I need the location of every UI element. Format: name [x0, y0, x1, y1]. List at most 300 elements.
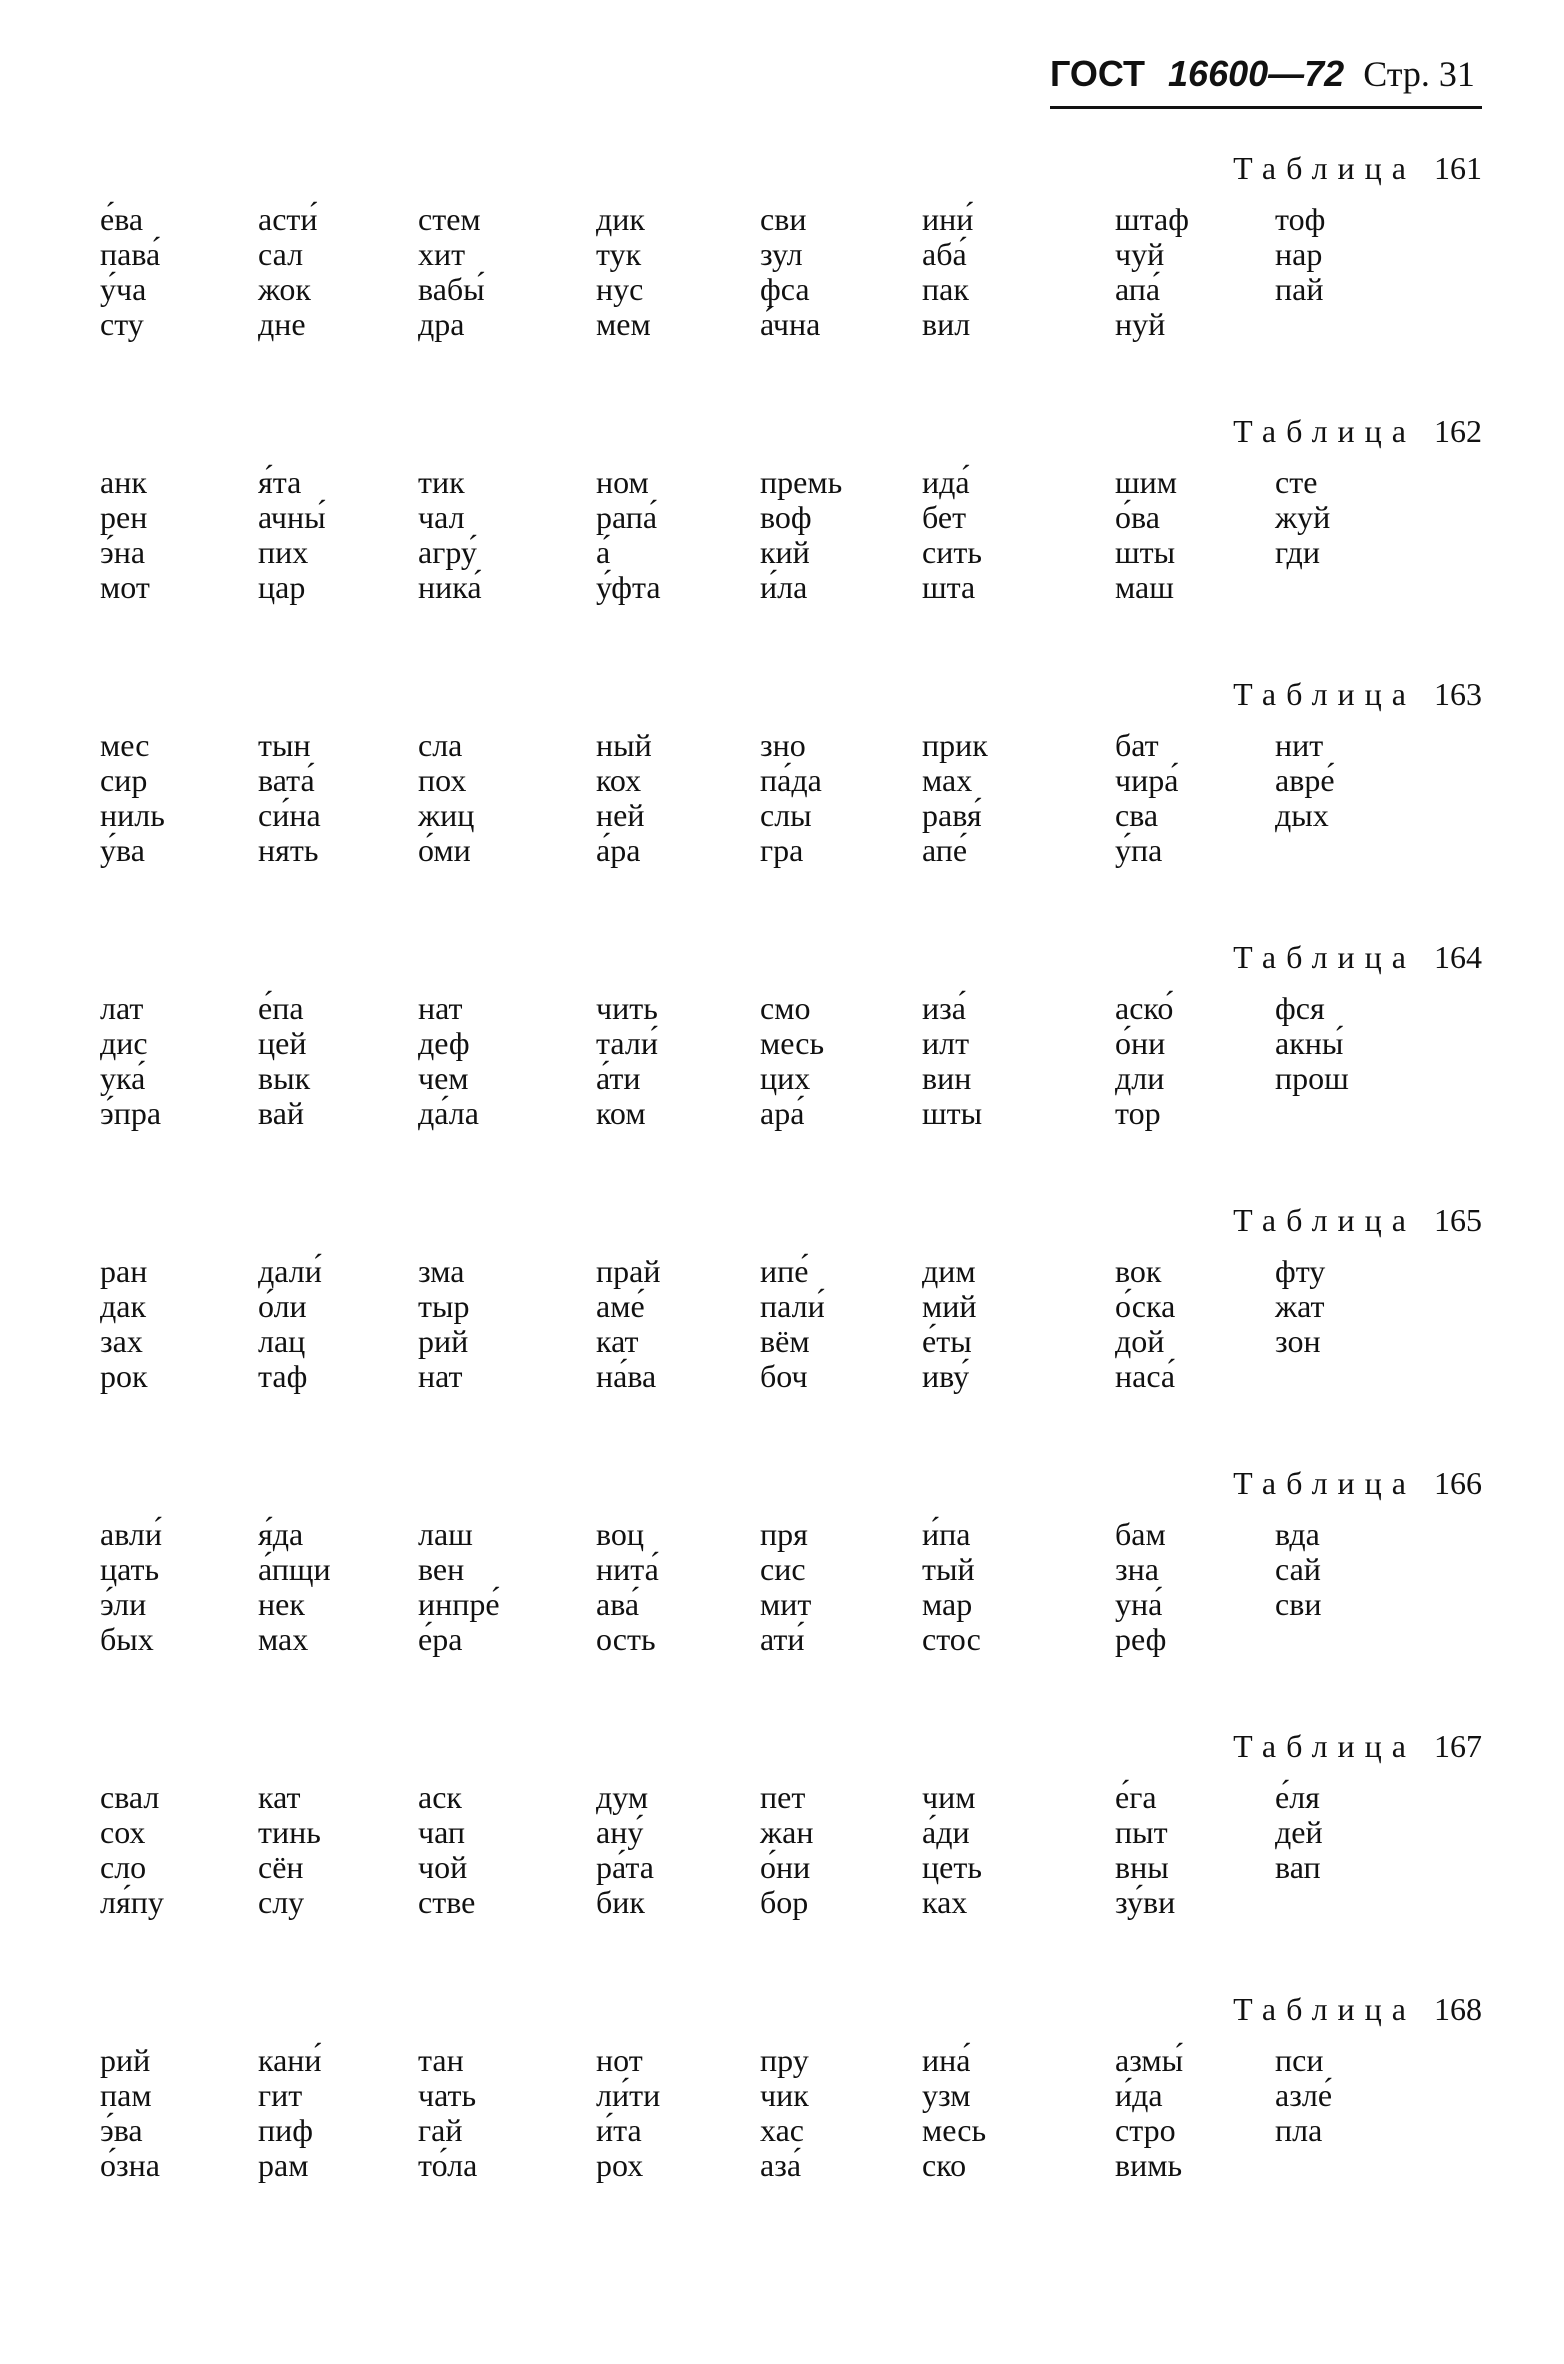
- word-column: [922, 728, 988, 868]
- syllable: кох: [596, 762, 642, 798]
- syllable: свал: [100, 1779, 160, 1815]
- syllable: рий: [418, 1323, 469, 1359]
- syllable: слы: [760, 797, 812, 833]
- syllable: кий: [760, 534, 810, 570]
- syllable: гди: [1275, 534, 1320, 570]
- syllable: а́ра: [596, 832, 641, 868]
- syllable: вил: [922, 306, 971, 342]
- syllable: вата́: [258, 762, 315, 798]
- word-column: [100, 1517, 162, 1657]
- syllable: бат: [1115, 727, 1159, 763]
- syllable: пали́: [760, 1288, 825, 1324]
- syllable: тор: [1115, 1095, 1161, 1131]
- syllable: прик: [922, 727, 988, 763]
- word-column: [1115, 465, 1177, 605]
- table-caption: [1233, 1726, 1482, 1766]
- syllable: е́ты: [922, 1323, 972, 1359]
- syllable: сва: [1115, 797, 1159, 833]
- word-column: [258, 1517, 331, 1657]
- syllable: мах: [258, 1621, 309, 1657]
- syllable: дой: [1115, 1323, 1165, 1359]
- syllable: пиф: [258, 2112, 313, 2148]
- syllable: лац: [258, 1323, 306, 1359]
- syllable: вимь: [1115, 2147, 1183, 2183]
- syllable: асти́: [258, 201, 318, 237]
- syllable: зул: [760, 236, 803, 272]
- syllable: тын: [258, 727, 311, 763]
- syllable: чем: [418, 1060, 469, 1096]
- syllable: дали́: [258, 1253, 322, 1289]
- syllable: рен: [100, 499, 148, 535]
- syllable: а́: [596, 534, 611, 570]
- syllable: ида́: [922, 464, 970, 500]
- syllable: ней: [596, 797, 645, 833]
- syllable: зма: [418, 1253, 465, 1289]
- syllable: кат: [596, 1323, 639, 1359]
- syllable: бых: [100, 1621, 154, 1657]
- syllable: тик: [418, 464, 465, 500]
- syllable: дне: [258, 306, 306, 342]
- syllable: фса: [760, 271, 810, 307]
- word-column: [100, 991, 161, 1131]
- syllable: дум: [596, 1779, 649, 1815]
- syllable: сви: [1275, 1586, 1322, 1622]
- syllable: чой: [418, 1849, 468, 1885]
- syllable: ра́та: [596, 1849, 654, 1885]
- word-column: [596, 1517, 659, 1657]
- syllable: нар: [1275, 236, 1323, 272]
- table-caption-number: 167: [1434, 1728, 1482, 1764]
- syllable: сал: [258, 236, 304, 272]
- syllable: аза́: [760, 2147, 802, 2183]
- syllable: мар: [922, 1586, 973, 1622]
- syllable: нек: [258, 1586, 305, 1622]
- syllable: жиц: [418, 797, 475, 833]
- syllable: воц: [596, 1516, 645, 1552]
- word-column: [760, 991, 824, 1131]
- syllable: пру: [760, 2042, 809, 2078]
- syllable: сох: [100, 1814, 146, 1850]
- word-column: [1275, 991, 1349, 1096]
- syllable: дли: [1115, 1060, 1165, 1096]
- syllable: рапа́: [596, 499, 658, 535]
- syllable: па́да: [760, 762, 822, 798]
- syllable: вабы́: [418, 271, 485, 307]
- syllable: ран: [100, 1253, 148, 1289]
- word-column: [418, 991, 479, 1131]
- word-column: [760, 1780, 813, 1920]
- word-column: [100, 202, 160, 342]
- syllable: о́ска: [1115, 1288, 1176, 1324]
- word-column: [418, 2043, 477, 2183]
- syllable: е́ля: [1275, 1779, 1320, 1815]
- table-block: [0, 937, 1564, 1157]
- syllable: э́ли: [100, 1586, 147, 1622]
- syllable: сту: [100, 306, 144, 342]
- syllable: прош: [1275, 1060, 1349, 1096]
- syllable: тый: [922, 1551, 975, 1587]
- syllable: тинь: [258, 1814, 321, 1850]
- syllable: сте: [1275, 464, 1318, 500]
- syllable: дра: [418, 306, 465, 342]
- syllable: жуй: [1275, 499, 1331, 535]
- syllable: нат: [418, 1358, 463, 1394]
- syllable: дим: [922, 1253, 976, 1289]
- syllable: бик: [596, 1884, 645, 1920]
- syllable: о́ми: [418, 832, 471, 868]
- syllable: мот: [100, 569, 150, 605]
- syllable: апе́: [922, 832, 968, 868]
- syllable: нит: [1275, 727, 1324, 763]
- word-column: [760, 202, 820, 342]
- syllable: а́пщи: [258, 1551, 331, 1587]
- syllable: си́на: [258, 797, 321, 833]
- syllable: смо: [760, 990, 811, 1026]
- syllable: маш: [1115, 569, 1174, 605]
- syllable: пих: [258, 534, 309, 570]
- table-caption-number: 166: [1434, 1465, 1482, 1501]
- syllable: и́па: [922, 1516, 971, 1552]
- syllable: жок: [258, 271, 311, 307]
- syllable: ля́пу: [100, 1884, 164, 1920]
- syllable: чап: [418, 1814, 465, 1850]
- syllable: ини́: [922, 201, 974, 237]
- syllable: я́да: [258, 1516, 304, 1552]
- table-caption-word: Таблица: [1233, 676, 1416, 712]
- syllable: сви: [760, 201, 807, 237]
- syllable: шты: [922, 1095, 983, 1131]
- word-column: [1275, 465, 1330, 570]
- syllable: мах: [922, 762, 973, 798]
- table-caption: [1233, 674, 1482, 714]
- syllable: а́ти: [596, 1060, 641, 1096]
- syllable: гит: [258, 2077, 303, 2113]
- syllable: рох: [596, 2147, 644, 2183]
- word-column: [760, 2043, 809, 2183]
- syllable: шты: [1115, 534, 1176, 570]
- table-caption-word: Таблица: [1233, 1728, 1416, 1764]
- word-column: [596, 202, 651, 342]
- syllable: пет: [760, 1779, 806, 1815]
- syllable: шим: [1115, 464, 1178, 500]
- syllable: сла: [418, 727, 463, 763]
- syllable: и́ла: [760, 569, 808, 605]
- table-caption-number: 164: [1434, 939, 1482, 975]
- syllable: чуй: [1115, 236, 1165, 272]
- running-header: [1050, 52, 1482, 96]
- table-block: [0, 411, 1564, 631]
- syllable: ость: [596, 1621, 656, 1657]
- word-column: [760, 465, 842, 605]
- syllable: зна: [1115, 1551, 1159, 1587]
- syllable: е́ра: [418, 1621, 463, 1657]
- table-caption-number: 161: [1434, 150, 1482, 186]
- syllable: вём: [760, 1323, 810, 1359]
- word-column: [922, 465, 982, 605]
- word-column: [418, 202, 485, 342]
- word-column: [760, 728, 822, 868]
- word-column: [418, 1780, 475, 1920]
- syllable: мий: [922, 1288, 977, 1324]
- syllable: азле́: [1275, 2077, 1333, 2113]
- word-column: [258, 202, 318, 342]
- word-column: [922, 1780, 982, 1920]
- syllable: гай: [418, 2112, 463, 2148]
- table-caption: [1233, 1200, 1482, 1240]
- syllable: месь: [760, 1025, 825, 1061]
- syllable: сён: [258, 1849, 304, 1885]
- syllable: ном: [596, 464, 649, 500]
- syllable: акны́: [1275, 1025, 1344, 1061]
- syllable: о́ни: [760, 1849, 811, 1885]
- syllable: чить: [596, 990, 658, 1026]
- syllable: дик: [596, 201, 645, 237]
- word-column: [760, 1254, 825, 1394]
- syllable: пох: [418, 762, 467, 798]
- syllable: хит: [418, 236, 466, 272]
- syllable: мит: [760, 1586, 812, 1622]
- syllable: иву́: [922, 1358, 970, 1394]
- syllable: иза́: [922, 990, 966, 1026]
- syllable: э́пра: [100, 1095, 162, 1131]
- syllable: ника́: [418, 569, 482, 605]
- word-column: [922, 202, 973, 342]
- table-block: [0, 1200, 1564, 1420]
- syllable: э́на: [100, 534, 146, 570]
- syllable: ара́: [760, 1095, 805, 1131]
- word-column: [258, 2043, 322, 2183]
- syllable: равя́: [922, 797, 982, 833]
- syllable: на́ва: [596, 1358, 657, 1394]
- syllable: апа́: [1115, 271, 1161, 307]
- syllable: ли́ти: [596, 2077, 661, 2113]
- syllable: зно: [760, 727, 806, 763]
- syllable: инпре́: [418, 1586, 500, 1622]
- table-caption: [1233, 1989, 1482, 2029]
- syllable: дей: [1275, 1814, 1323, 1850]
- word-column: [100, 728, 165, 868]
- syllable: ско: [922, 2147, 967, 2183]
- syllable: сло: [100, 1849, 147, 1885]
- syllable: вай: [258, 1095, 305, 1131]
- table-caption: [1233, 148, 1482, 188]
- word-column: [1275, 1780, 1323, 1885]
- syllable: рий: [100, 2042, 151, 2078]
- word-column: [100, 2043, 160, 2183]
- word-column: [258, 991, 310, 1131]
- syllable: жан: [760, 1814, 814, 1850]
- syllable: прай: [596, 1253, 661, 1289]
- table-caption: [1233, 937, 1482, 977]
- syllable: пай: [1275, 271, 1324, 307]
- word-column: [1115, 1517, 1166, 1657]
- syllable: боч: [760, 1358, 808, 1394]
- syllable: аме́: [596, 1288, 645, 1324]
- word-column: [418, 1254, 469, 1394]
- word-column: [418, 1517, 500, 1657]
- syllable: нат: [418, 990, 463, 1026]
- syllable: нять: [258, 832, 319, 868]
- syllable: агру́: [418, 534, 477, 570]
- word-column: [258, 1780, 321, 1920]
- word-column: [922, 1517, 981, 1657]
- syllable: ках: [922, 1884, 968, 1920]
- syllable: сис: [760, 1551, 806, 1587]
- syllable: зах: [100, 1323, 143, 1359]
- word-column: [1275, 1254, 1325, 1359]
- syllable: пыт: [1115, 1814, 1168, 1850]
- syllable: пам: [100, 2077, 152, 2113]
- syllable: хас: [760, 2112, 804, 2148]
- word-column: [418, 465, 482, 605]
- syllable: тан: [418, 2042, 464, 2078]
- syllable: бам: [1115, 1516, 1166, 1552]
- syllable: нот: [596, 2042, 643, 2078]
- word-column: [1115, 1254, 1175, 1394]
- syllable: чал: [418, 499, 465, 535]
- syllable: реф: [1115, 1621, 1167, 1657]
- syllable: зон: [1275, 1323, 1321, 1359]
- syllable: рам: [258, 2147, 309, 2183]
- syllable: чим: [922, 1779, 976, 1815]
- syllable: а́ди: [922, 1814, 970, 1850]
- syllable: вны: [1115, 1849, 1169, 1885]
- table-block: [0, 674, 1564, 894]
- syllable: ачны́: [258, 499, 326, 535]
- syllable: илт: [922, 1025, 970, 1061]
- syllable: кат: [258, 1779, 301, 1815]
- syllable: стве: [418, 1884, 476, 1920]
- syllable: ану́: [596, 1814, 644, 1850]
- syllable: мем: [596, 306, 651, 342]
- standard-label: ГОСТ: [1050, 53, 1146, 94]
- word-column: [596, 1780, 654, 1920]
- syllable: у́фта: [596, 569, 661, 605]
- word-column: [1275, 1517, 1321, 1622]
- syllable: вен: [418, 1551, 465, 1587]
- table-caption-word: Таблица: [1233, 939, 1416, 975]
- syllable: тыр: [418, 1288, 470, 1324]
- table-caption-word: Таблица: [1233, 413, 1416, 449]
- syllable: вин: [922, 1060, 972, 1096]
- syllable: фту: [1275, 1253, 1326, 1289]
- word-column: [1115, 1780, 1175, 1920]
- syllable: пси: [1275, 2042, 1324, 2078]
- syllable: мес: [100, 727, 150, 763]
- syllable: аско́: [1115, 990, 1174, 1026]
- word-column: [100, 1254, 148, 1394]
- word-column: [596, 991, 658, 1131]
- syllable: кани́: [258, 2042, 322, 2078]
- syllable: уна́: [1115, 1586, 1163, 1622]
- syllable: и́та: [596, 2112, 642, 2148]
- word-column: [1275, 2043, 1332, 2148]
- syllable: гра: [760, 832, 804, 868]
- word-column: [258, 465, 326, 605]
- word-column: [1115, 991, 1173, 1131]
- syllable: пава́: [100, 236, 161, 272]
- table-caption-number: 162: [1434, 413, 1482, 449]
- syllable: стос: [922, 1621, 981, 1657]
- table-caption-number: 168: [1434, 1991, 1482, 2027]
- syllable: о́зна: [100, 2147, 160, 2183]
- syllable: вык: [258, 1060, 311, 1096]
- syllable: дис: [100, 1025, 148, 1061]
- syllable: сир: [100, 762, 148, 798]
- word-column: [1115, 202, 1189, 342]
- word-column: [922, 1254, 977, 1394]
- syllable: рок: [100, 1358, 148, 1394]
- syllable: дак: [100, 1288, 147, 1324]
- syllable: да́ла: [418, 1095, 479, 1131]
- syllable: цать: [100, 1551, 160, 1587]
- syllable: азмы́: [1115, 2042, 1184, 2078]
- syllable: тоф: [1275, 201, 1326, 237]
- syllable: бет: [922, 499, 967, 535]
- table-block: [0, 1463, 1564, 1683]
- syllable: у́па: [1115, 832, 1163, 868]
- syllable: о́ли: [258, 1288, 307, 1324]
- syllable: е́га: [1115, 1779, 1157, 1815]
- word-column: [596, 465, 661, 605]
- page-label: Стр. 31: [1363, 54, 1475, 94]
- syllable: зу́ви: [1115, 1884, 1176, 1920]
- table-block: [0, 1726, 1564, 1946]
- syllable: штаф: [1115, 201, 1189, 237]
- syllable: фся: [1275, 990, 1325, 1026]
- syllable: авре́: [1275, 762, 1335, 798]
- syllable: стро: [1115, 2112, 1176, 2148]
- word-column: [258, 1254, 322, 1394]
- syllable: нус: [596, 271, 644, 307]
- table-block: [0, 1989, 1564, 2209]
- syllable: авли́: [100, 1516, 162, 1552]
- syllable: ава́: [596, 1586, 640, 1622]
- syllable: жат: [1275, 1288, 1325, 1324]
- table-caption-word: Таблица: [1233, 1465, 1416, 1501]
- word-column: [922, 991, 982, 1131]
- word-column: [100, 1780, 164, 1920]
- syllable: сай: [1275, 1551, 1321, 1587]
- table-caption-word: Таблица: [1233, 150, 1416, 186]
- syllable: узм: [922, 2077, 971, 2113]
- table-caption-number: 163: [1434, 676, 1482, 712]
- syllable: анк: [100, 464, 147, 500]
- syllable: лаш: [418, 1516, 473, 1552]
- table-caption: [1233, 1463, 1482, 1503]
- word-column: [418, 728, 474, 868]
- syllable: у́ча: [100, 271, 147, 307]
- syllable: тук: [596, 236, 642, 272]
- syllable: пла: [1275, 2112, 1323, 2148]
- syllable: е́ва: [100, 201, 144, 237]
- standard-number: 16600—72: [1168, 53, 1345, 94]
- syllable: цей: [258, 1025, 307, 1061]
- syllable: вок: [1115, 1253, 1162, 1289]
- syllable: а́чна: [760, 306, 821, 342]
- syllable: месь: [922, 2112, 987, 2148]
- syllable: о́ва: [1115, 499, 1160, 535]
- syllable: тали́: [596, 1025, 658, 1061]
- syllable: ный: [596, 727, 652, 763]
- syllable: чать: [418, 2077, 477, 2113]
- syllable: бор: [760, 1884, 809, 1920]
- table-block: [0, 148, 1564, 368]
- syllable: шта: [922, 569, 976, 605]
- syllable: цеть: [922, 1849, 982, 1885]
- syllable: пак: [922, 271, 969, 307]
- syllable: ина́: [922, 2042, 971, 2078]
